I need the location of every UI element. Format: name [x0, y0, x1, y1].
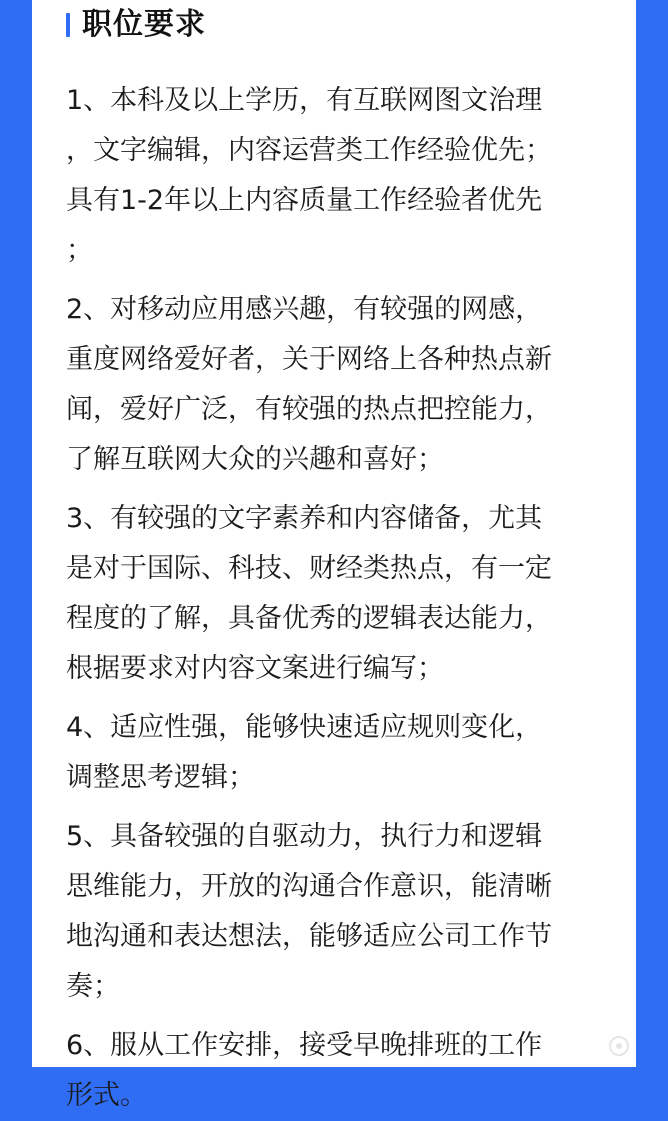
- requirement-item-2-line: 了解互联网大众的兴趣和喜好；: [66, 444, 444, 475]
- requirement-item-5-line: 奏；: [66, 971, 120, 1002]
- section-title: 职位要求: [82, 7, 206, 42]
- requirement-item-4-line: 调整思考逻辑；: [66, 762, 255, 793]
- requirement-item-1-line: ，文字编辑，内容运营类工作经验优先；: [66, 135, 552, 166]
- requirements-list: [66, 76, 628, 1121]
- watermark-icon: [608, 1035, 630, 1057]
- requirement-item-6-line: 形式。: [66, 1080, 147, 1111]
- requirement-item-3-line: 根据要求对内容文案进行编写；: [66, 653, 444, 684]
- requirement-item-1-line: 具有1-2年以上内容质量工作经验者优先: [66, 185, 543, 216]
- requirement-item-3-line: 程度的了解，具备优秀的逻辑表达能力，: [66, 603, 552, 634]
- requirement-item-4: 4、适应性强，能够快速适应规则变化，: [66, 712, 543, 743]
- requirement-item-2-line: 闻，爱好广泛，有较强的热点把控能力，: [66, 394, 552, 425]
- requirement-item-6: 6、服从工作安排，接受早晚排班的工作: [66, 1030, 543, 1061]
- title-accent-bar: [66, 13, 70, 37]
- requirement-item-2: 2、对移动应用感兴趣，有较强的网感，: [66, 294, 543, 325]
- requirement-item-1-line: ；: [66, 235, 93, 266]
- requirement-item-5-line: 地沟通和表达想法，能够适应公司工作节: [66, 921, 552, 952]
- requirement-item-3-line: 是对于国际、科技、财经类热点，有一定: [66, 553, 552, 584]
- job-requirements-card: [32, 0, 636, 1111]
- requirement-item-2-line: 重度网络爱好者，关于网络上各种热点新: [66, 344, 552, 375]
- requirement-item-3: 3、有较强的文字素养和内容储备，尤其: [66, 503, 543, 534]
- requirement-item-5: 5、具备较强的自驱动力，执行力和逻辑: [66, 821, 543, 852]
- section-header: [66, 2, 206, 48]
- requirement-item-5-line: 思维能力，开放的沟通合作意识，能清晰: [66, 871, 552, 902]
- requirement-item-1: 1、本科及以上学历，有互联网图文治理: [66, 85, 543, 116]
